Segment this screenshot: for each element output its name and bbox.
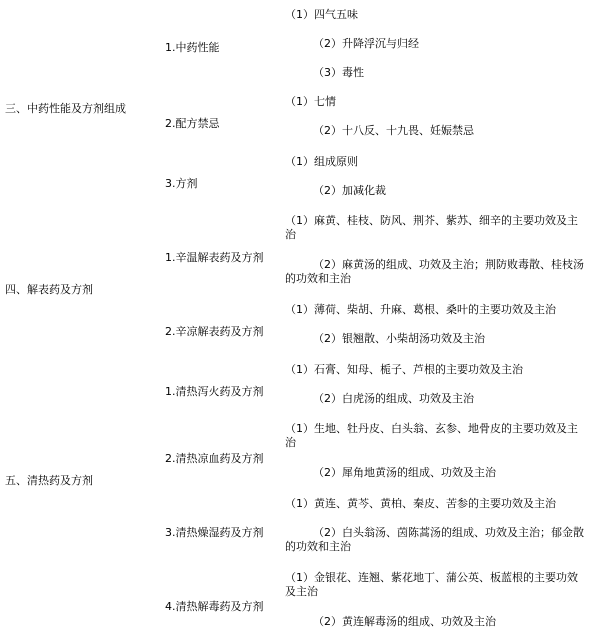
item-4-2-1: （1）薄荷、柴胡、升麻、葛根、桑叶的主要功效及主治 [285, 303, 556, 316]
subsection-4-1-title: 1.辛温解表药及方剂 [165, 251, 264, 264]
subsection-5-3-title: 3.清热燥湿药及方剂 [165, 526, 264, 539]
item-3-2-1: （1）七情 [285, 95, 336, 108]
item-3-3-1: （1）组成原则 [285, 155, 358, 168]
item-5-4-1: （1）金银花、连翘、紫花地丁、蒲公英、板蓝根的主要功效及主治 [285, 571, 578, 598]
subsection-3-1-title: 1.中药性能 [165, 41, 220, 54]
item-3-1-1: （1）四气五味 [285, 8, 358, 21]
item-3-1-2: （2）升降浮沉与归经 [313, 37, 419, 50]
subsection-4-2-title: 2.辛凉解表药及方剂 [165, 325, 264, 338]
item-3-2-2: （2）十八反、十九畏、妊娠禁忌 [313, 124, 474, 137]
subsection-3-3-title: 3.方剂 [165, 177, 198, 190]
item-5-2-2: （2）犀角地黄汤的组成、功效及主治 [313, 466, 496, 479]
item-5-1-1: （1）石膏、知母、栀子、芦根的主要功效及主治 [285, 363, 523, 376]
item-4-1-1: （1）麻黄、桂枝、防风、荆芥、紫苏、细辛的主要功效及主治 [285, 214, 578, 241]
item-5-3-2: （2）白头翁汤、茵陈蒿汤的组成、功效及主治；郁金散的功效和主治 [285, 526, 584, 553]
item-5-4-2: （2）黄连解毒汤的组成、功效及主治 [313, 615, 496, 628]
subsection-5-2-title: 2.清热凉血药及方剂 [165, 452, 264, 465]
item-4-1-2: （2）麻黄汤的组成、功效及主治；荆防败毒散、桂枝汤的功效和主治 [285, 258, 584, 285]
item-5-1-2: （2）白虎汤的组成、功效及主治 [313, 392, 474, 405]
item-3-3-2: （2）加减化裁 [313, 184, 386, 197]
item-5-2-1: （1）生地、牡丹皮、白头翁、玄参、地骨皮的主要功效及主治 [285, 422, 578, 449]
section-5-title: 五、清热药及方剂 [5, 474, 93, 487]
item-3-1-3: （3）毒性 [313, 66, 364, 79]
item-5-3-1: （1）黄连、黄芩、黄柏、秦皮、苦参的主要功效及主治 [285, 497, 556, 510]
subsection-5-1-title: 1.清热泻火药及方剂 [165, 385, 264, 398]
section-4-title: 四、解表药及方剂 [5, 283, 93, 296]
item-4-2-2: （2）银翘散、小柴胡汤功效及主治 [313, 332, 485, 345]
subsection-3-2-title: 2.配方禁忌 [165, 117, 220, 130]
subsection-5-4-title: 4.清热解毒药及方剂 [165, 600, 264, 613]
section-3-title: 三、中药性能及方剂组成 [5, 102, 126, 115]
